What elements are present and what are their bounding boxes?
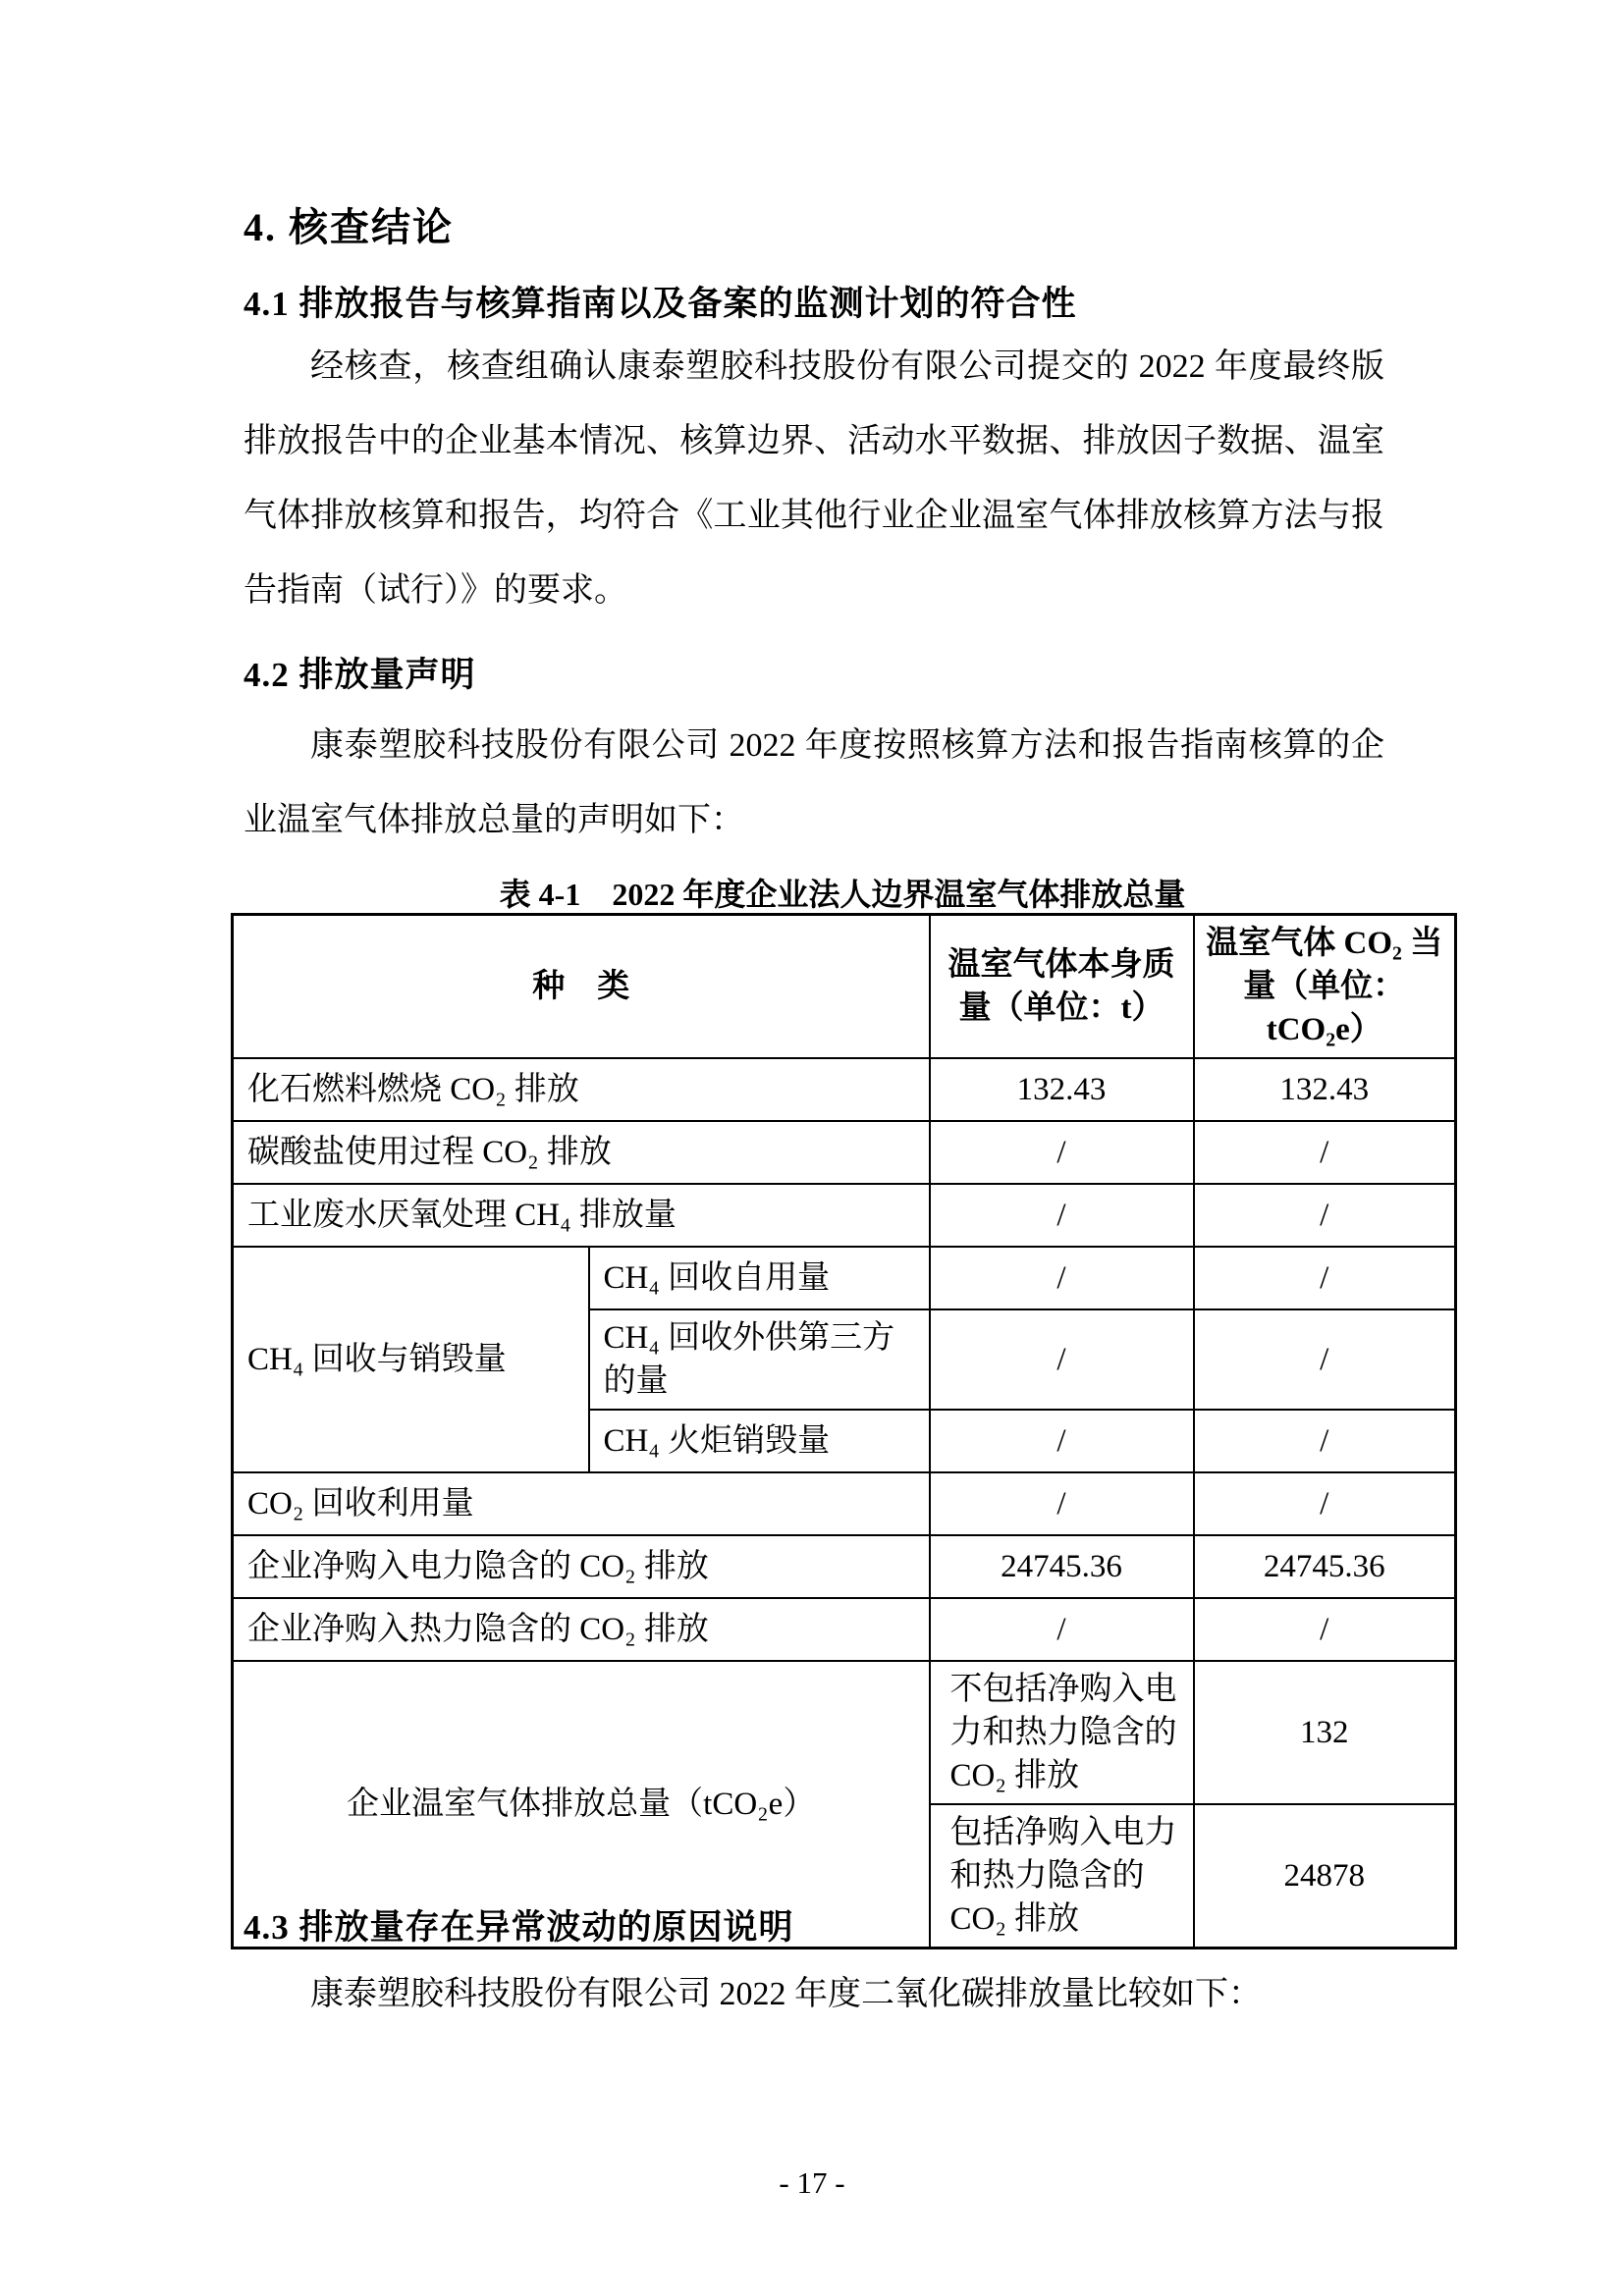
row-ch4-self-label: CH₄ 回收自用量 (589, 1247, 930, 1309)
total-group-label: 企业温室气体排放总量（tCO₂e） (233, 1661, 930, 1949)
row-fossil-label: 化石燃料燃烧 CO₂ 排放 (233, 1058, 930, 1121)
row-ch4-third-mass: / (930, 1309, 1194, 1410)
row-ch4-third-label: CH₄ 回收外供第三方的量 (589, 1309, 930, 1410)
row-ch4-third-co2e: / (1194, 1309, 1456, 1410)
table-header-row (233, 915, 1456, 1059)
row-co2-recovery (233, 1472, 1456, 1535)
section-4-2-paragraph: 康泰塑胶科技股份有限公司 2022 年度按照核算方法和报告指南核算的企业温室气体排放总量的声明如下： (244, 727, 1384, 838)
row-total-excl-value: 132 (1194, 1661, 1456, 1804)
row-carbonate-label: 碳酸盐使用过程 CO₂ 排放 (233, 1121, 930, 1184)
row-ch4-self-mass: / (930, 1247, 1194, 1309)
row-fossil-fuel (233, 1058, 1456, 1121)
row-total-excl-label: 不包括净购入电力和热力隐含的 CO₂ 排放 (930, 1661, 1194, 1804)
row-total-incl-value: 24878 (1194, 1804, 1456, 1949)
section-4-1-heading: 4.1 排放报告与核算指南以及备案的监测计划的符合性 (244, 285, 1077, 323)
row-heat-mass: / (930, 1598, 1194, 1661)
row-co2-recovery-co2e: / (1194, 1472, 1456, 1535)
section-4-2-heading: 4.2 排放量声明 (244, 656, 476, 694)
row-wastewater (233, 1184, 1456, 1247)
row-electricity (233, 1535, 1456, 1598)
row-fossil-mass: 132.43 (930, 1058, 1194, 1121)
row-ch4-self-use (233, 1247, 1456, 1309)
section-4-heading: 4. 核查结论 (244, 205, 454, 249)
row-electricity-mass: 24745.36 (930, 1535, 1194, 1598)
row-carbonate-mass: / (930, 1121, 1194, 1184)
row-fossil-co2e: 132.43 (1194, 1058, 1456, 1121)
row-ch4-flare-mass: / (930, 1410, 1194, 1472)
row-carbonate (233, 1121, 1456, 1184)
row-total-excluding (233, 1661, 1456, 1804)
row-carbonate-co2e: / (1194, 1121, 1456, 1184)
row-ch4-self-co2e: / (1194, 1247, 1456, 1309)
row-co2-recovery-label: CO₂ 回收利用量 (233, 1472, 930, 1535)
row-electricity-label: 企业净购入电力隐含的 CO₂ 排放 (233, 1535, 930, 1598)
emissions-table (231, 913, 1457, 1949)
row-heat-co2e: / (1194, 1598, 1456, 1661)
ch4-group-label: CH₄ 回收与销毁量 (233, 1247, 589, 1472)
page-number: - 17 - (779, 2165, 845, 2200)
section-4-3-paragraph: 康泰塑胶科技股份有限公司 2022 年度二氧化碳排放量比较如下： (310, 1976, 1262, 2012)
row-ch4-flare-co2e: / (1194, 1410, 1456, 1472)
header-category-cell: 种 类 (233, 915, 930, 1059)
row-total-incl-label: 包括净购入电力和热力隐含的 CO₂ 排放 (930, 1804, 1194, 1949)
section-4-1-paragraph: 经核查，核查组确认康泰塑胶科技股份有限公司提交的 2022 年度最终版排放报告中的企业基本情况、核算边界、活动水平数据、排放因子数据、温室气体排放核算和报告，均符合《工业其他行业企业温室气体排放核算方法与报告指南（试行）》的要求。 (244, 348, 1384, 609)
section-4-3-heading: 4.3 排放量存在异常波动的原因说明 (244, 1908, 794, 1947)
row-electricity-co2e: 24745.36 (1194, 1535, 1456, 1598)
row-heat-label: 企业净购入热力隐含的 CO₂ 排放 (233, 1598, 930, 1661)
table-caption: 表 4-1 2022 年度企业法人边界温室气体排放总量 (499, 877, 1186, 912)
header-co2e-cell: 温室气体 CO₂ 当量（单位：tCO₂e） (1194, 915, 1456, 1059)
row-heat (233, 1598, 1456, 1661)
row-ch4-flare-label: CH₄ 火炬销毁量 (589, 1410, 930, 1472)
header-mass-cell: 温室气体本身质量（单位：t） (930, 915, 1194, 1059)
row-wastewater-co2e: / (1194, 1184, 1456, 1247)
row-wastewater-mass: / (930, 1184, 1194, 1247)
row-wastewater-label: 工业废水厌氧处理 CH₄ 排放量 (233, 1184, 930, 1247)
row-co2-recovery-mass: / (930, 1472, 1194, 1535)
